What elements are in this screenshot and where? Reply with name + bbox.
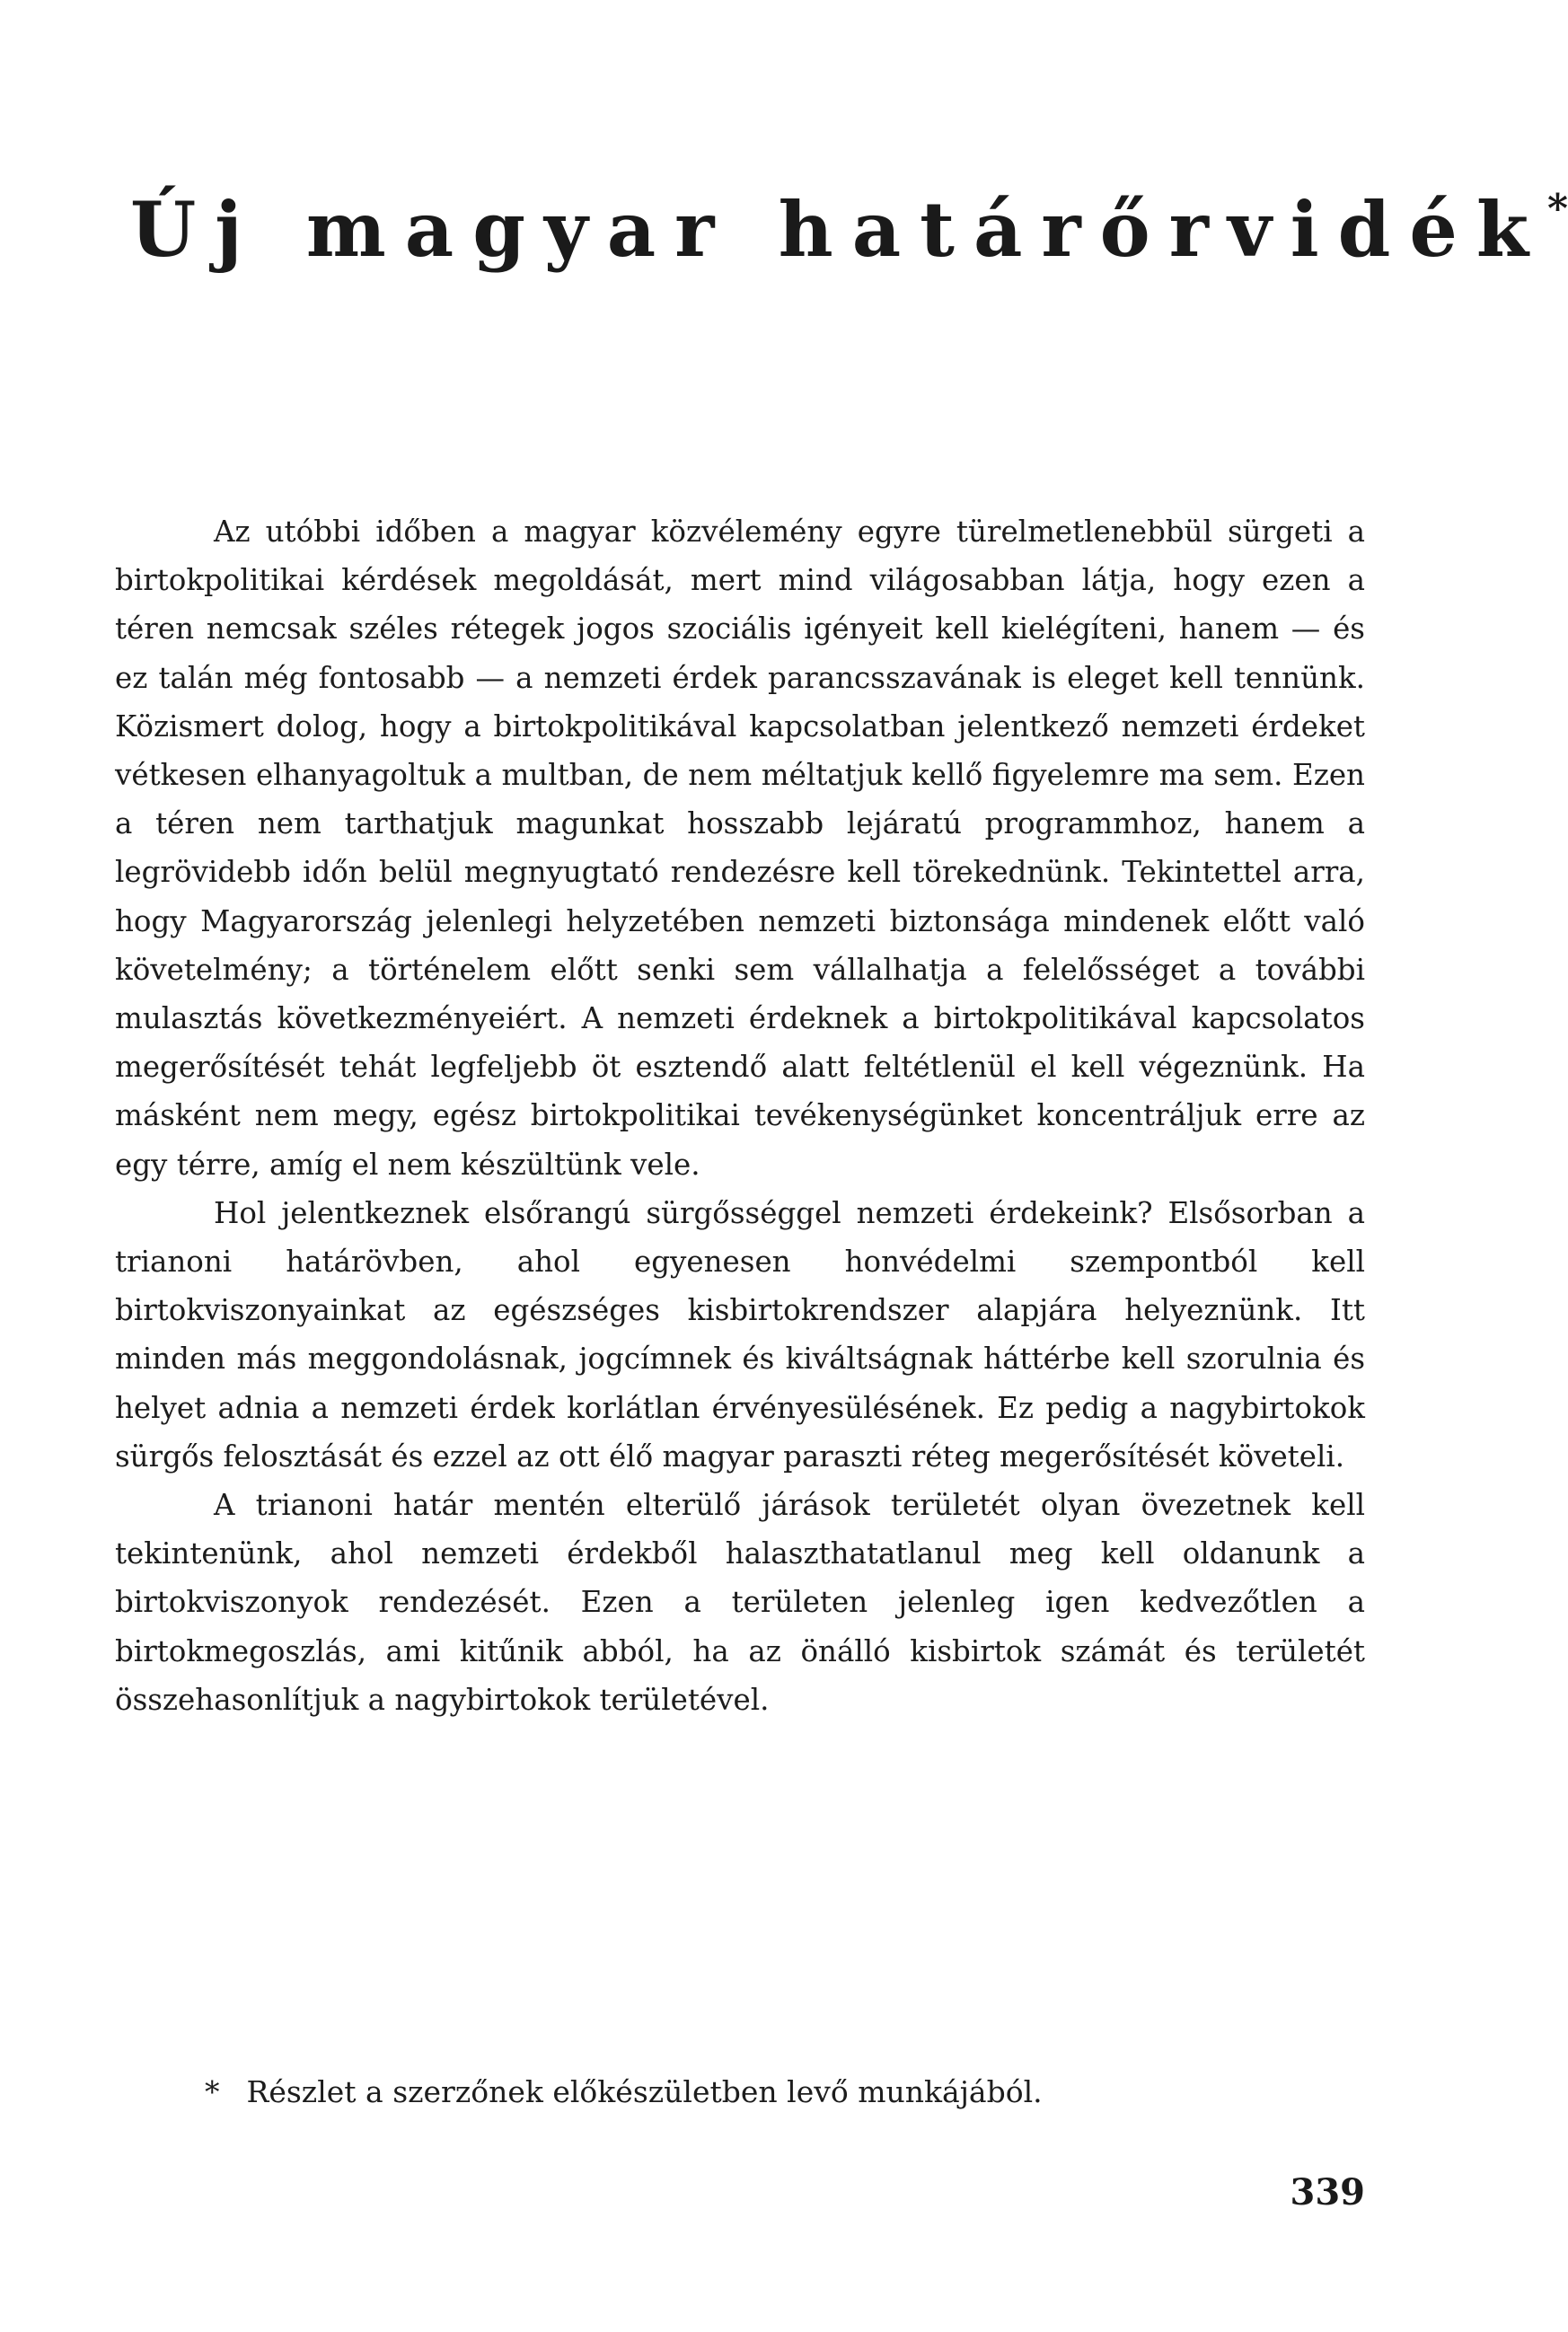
footnote	[205, 2070, 1282, 2115]
body-paragraph-1: Az utóbbi időben a magyar közvélemény egyre türelmetlenebbül sürgeti a birtokpolitikai kérdések megoldását, mert mind világosabban látja, hogy ezen a téren nemcsak széles rétegek jogos szociális igényeit kell kielégíteni, hanem — és ez talán még fontosabb — a nemzeti érdek parancsszavának is eleget kell tennünk. Közismert dolog, hogy a birtokpolitikával kapcsolatban jelentkező nemzeti érdeket vétkesen elhanyagoltuk a multban, de nem méltatjuk kellő figyelemre ma sem. Ezen a téren nem tarthatjuk magunkat hosszabb lejáratú programmhoz, hanem a legrövidebb időn belül megnyugtató rendezésre kell törekednünk. Tekintettel arra, hogy Magyarország jelenlegi helyzetében nemzeti biztonsága mindenek előtt való követelmény; a történelem előtt senki sem vállalhatja a felelősséget a további mulasztás következményeiért. A nemzeti érdeknek a birtokpolitikával kapcsolatos megerősítését tehát legfeljebb öt esztendő alatt feltétlenül el kell végeznünk. Ha másként nem megy, egész birtokpolitikai tevékenységünket koncentráljuk erre az egy térre, amíg el nem készültünk vele.	[115, 515, 1365, 1182]
body-paragraph-2: Hol jelentkeznek elsőrangú sürgősséggel nemzeti érdekeink? Elsősorban a trianoni határövben, ahol egyenesen honvédelmi szempontból kell birtokviszonyainkat az egészséges kisbirtokrendszer alapjára helyeznünk. Itt minden más meggondolásnak, jogcímnek és kiváltságnak háttérbe kell szorulnia és helyet adnia a nemzeti érdek korlátlan érvényesülésének. Ez pedig a nagybirtokok sürgős felosztását és ezzel az ott élő magyar paraszti réteg megerősítését követeli.	[115, 1195, 1365, 1474]
title-footnote-marker: *	[1547, 186, 1568, 233]
article-body	[115, 507, 1365, 1724]
page-number: 339	[1290, 2171, 1365, 2213]
article-title-text: Új magyar határőrvidék	[130, 185, 1548, 275]
footnote-text: Részlet a szerzőnek előkészületben levő munkájából.	[246, 2074, 1043, 2109]
article-title	[130, 185, 1568, 275]
footnote-marker: *	[205, 2074, 220, 2109]
body-paragraph-3: A trianoni határ mentén elterülő járások területét olyan övezetnek kell tekintenünk, ahol nemzeti érdekből halaszthatatlanul meg kell oldanunk a birtokviszonyok rendezését. Ezen a területen jelenleg igen kedvezőtlen a birtokmegoszlás, ami kitűnik abból, ha az önálló kisbirtok számát és területét összehasonlítjuk a nagybirtokok területével.	[115, 1488, 1365, 1717]
